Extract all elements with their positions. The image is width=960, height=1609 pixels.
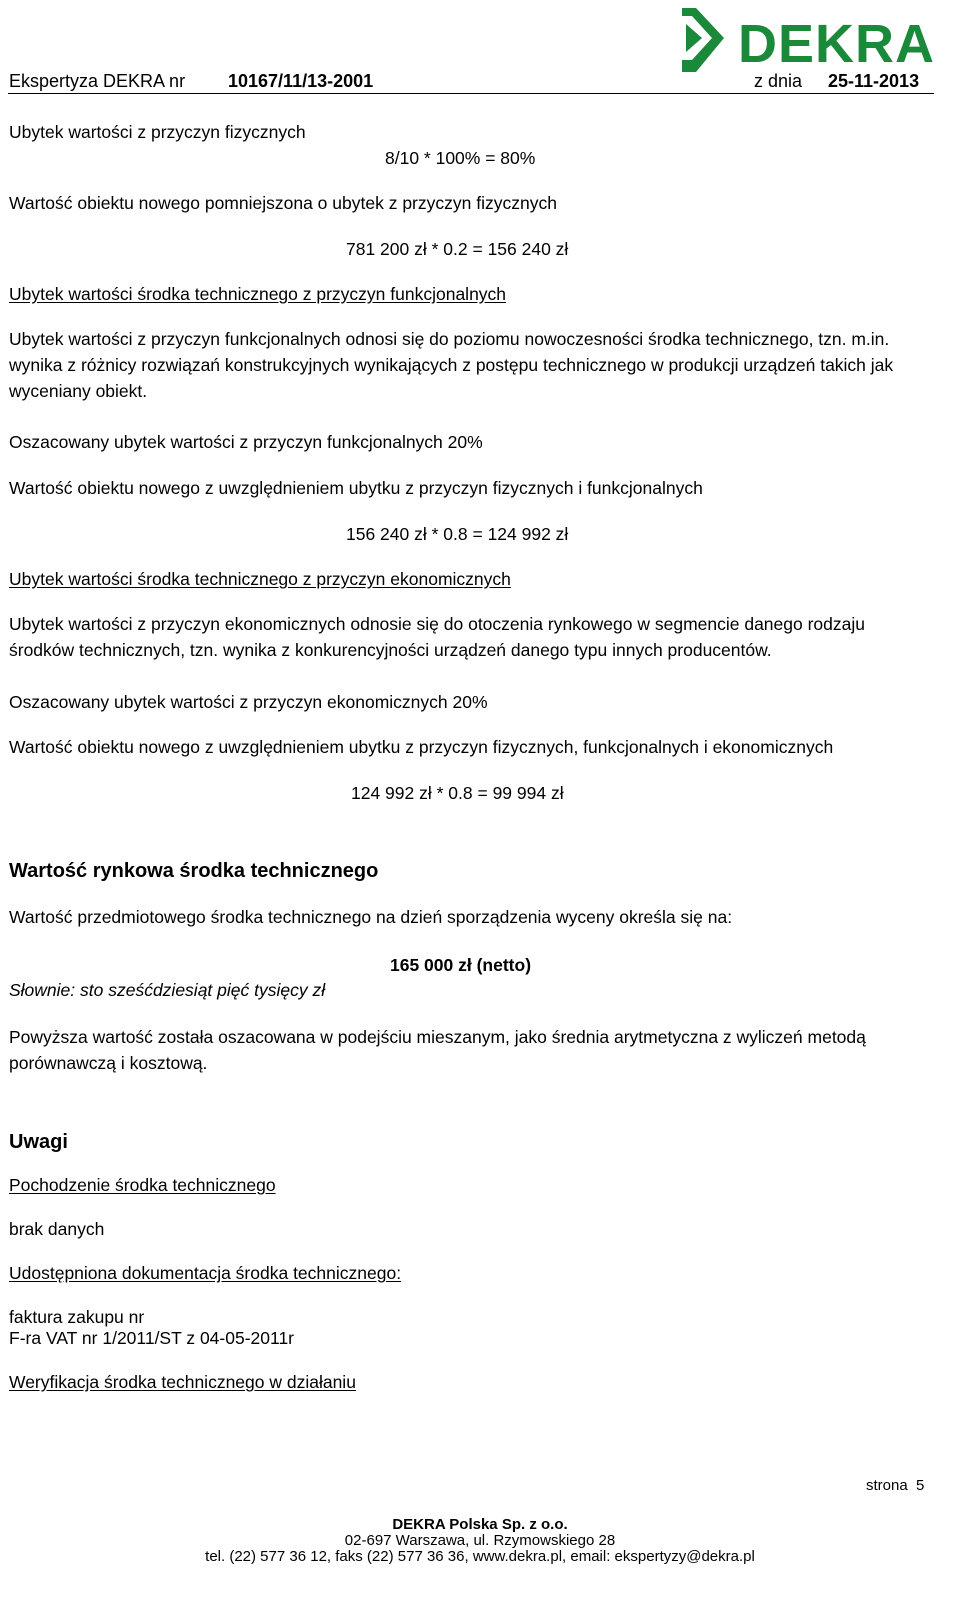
- econ-estimate: Oszacowany ubytek wartości z przyczyn ekonomicznych 20%: [9, 692, 488, 712]
- header-rule: [8, 93, 934, 94]
- page-number-block: [866, 1477, 924, 1495]
- logo-wordmark: DEKRA: [738, 14, 934, 74]
- docs-heading: Udostępniona dokumentacja środka technicznego:: [9, 1263, 402, 1283]
- report-label: Ekspertyza DEKRA nr: [9, 71, 186, 91]
- dekra-logo-mark: [676, 4, 934, 78]
- phys-value-calc: 781 200 zł * 0.2 = 156 240 zł: [346, 239, 569, 259]
- func-paragraph: Ubytek wartości z przyczyn funkcjonalnych odnosi się do poziomu nowoczesności środka technicznego, tzn. m.in. wynika z różnicy rozwiązań konstrukcyjnych wynikających z postępu technicznego w produkcji urządzeń takich jak wyceniany obiekt.: [9, 329, 894, 401]
- phys-value-text: Wartość obiektu nowego pomniejszona o ubytek z przyczyn fizycznych: [9, 193, 557, 213]
- econ-value-text: Wartość obiektu nowego z uwzględnieniem ubytku z przyczyn fizycznych, funkcjonalnych i ekonomicznych: [9, 737, 834, 757]
- report-number: 10167/11/13-2001: [228, 71, 374, 91]
- phys-heading: Ubytek wartości z przyczyn fizycznych: [9, 122, 306, 142]
- report-date: 25-11-2013: [828, 71, 920, 91]
- func-estimate: Oszacowany ubytek wartości z przyczyn funkcjonalnych 20%: [9, 432, 483, 452]
- func-value-text: Wartość obiektu nowego z uwzględnieniem ubytku z przyczyn fizycznych i funkcjonalnych: [9, 478, 703, 498]
- origin-text: brak danych: [9, 1219, 105, 1239]
- page-number: 5: [916, 1477, 925, 1494]
- econ-value-calc: 124 992 zł * 0.8 = 99 994 zł: [351, 783, 564, 803]
- footer-address: 02-697 Warszawa, ul. Rzymowskiego 28: [344, 1532, 616, 1549]
- market-heading: Wartość rynkowa środka technicznego: [9, 860, 379, 882]
- docs-line-2: F-ra VAT nr 1/2011/ST z 04-05-2011r: [9, 1328, 294, 1348]
- footer-company: DEKRA Polska Sp. z o.o.: [392, 1516, 568, 1533]
- origin-heading: Pochodzenie środka technicznego: [9, 1175, 276, 1195]
- market-text: Wartość przedmiotowego środka technicznego na dzień sporządzenia wyceny określa się na:: [9, 907, 733, 927]
- verify-heading: Weryfikacja środka technicznego w działaniu: [9, 1372, 356, 1392]
- footer-contact: tel. (22) 577 36 12, faks (22) 577 36 36, www.dekra.pl, email: ekspertyzy@dekra.pl: [205, 1548, 755, 1565]
- dekra-logo: [676, 4, 934, 78]
- econ-paragraph: Ubytek wartości z przyczyn ekonomicznych odnosie się do otoczenia rynkowego w segmencie danego rodzaju środków technicznych, tzn. wynika z konkurencyjności urządzeń danego typu innych producentów.: [9, 614, 865, 660]
- econ-heading: Ubytek wartości środka technicznego z przyczyn ekonomicznych: [9, 569, 511, 589]
- func-value-calc: 156 240 zł * 0.8 = 124 992 zł: [346, 524, 569, 544]
- market-note: Powyższa wartość została oszacowana w podejściu mieszanym, jako średnia arytmetyczna z wyliczeń metodą porównawczą i kosztową.: [9, 1027, 866, 1073]
- market-value: 165 000 zł (netto): [390, 955, 532, 975]
- phys-calc: 8/10 * 100% = 80%: [385, 148, 536, 168]
- docs-line-1: faktura zakupu nr: [9, 1307, 145, 1327]
- func-heading: Ubytek wartości środka technicznego z przyczyn funkcjonalnych: [9, 284, 507, 304]
- market-value-words: Słownie: sto sześćdziesiąt pięć tysięcy zł: [9, 980, 326, 1000]
- remarks-heading: Uwagi: [9, 1131, 68, 1153]
- page-label: strona: [866, 1477, 908, 1494]
- date-label: z dnia: [754, 71, 803, 91]
